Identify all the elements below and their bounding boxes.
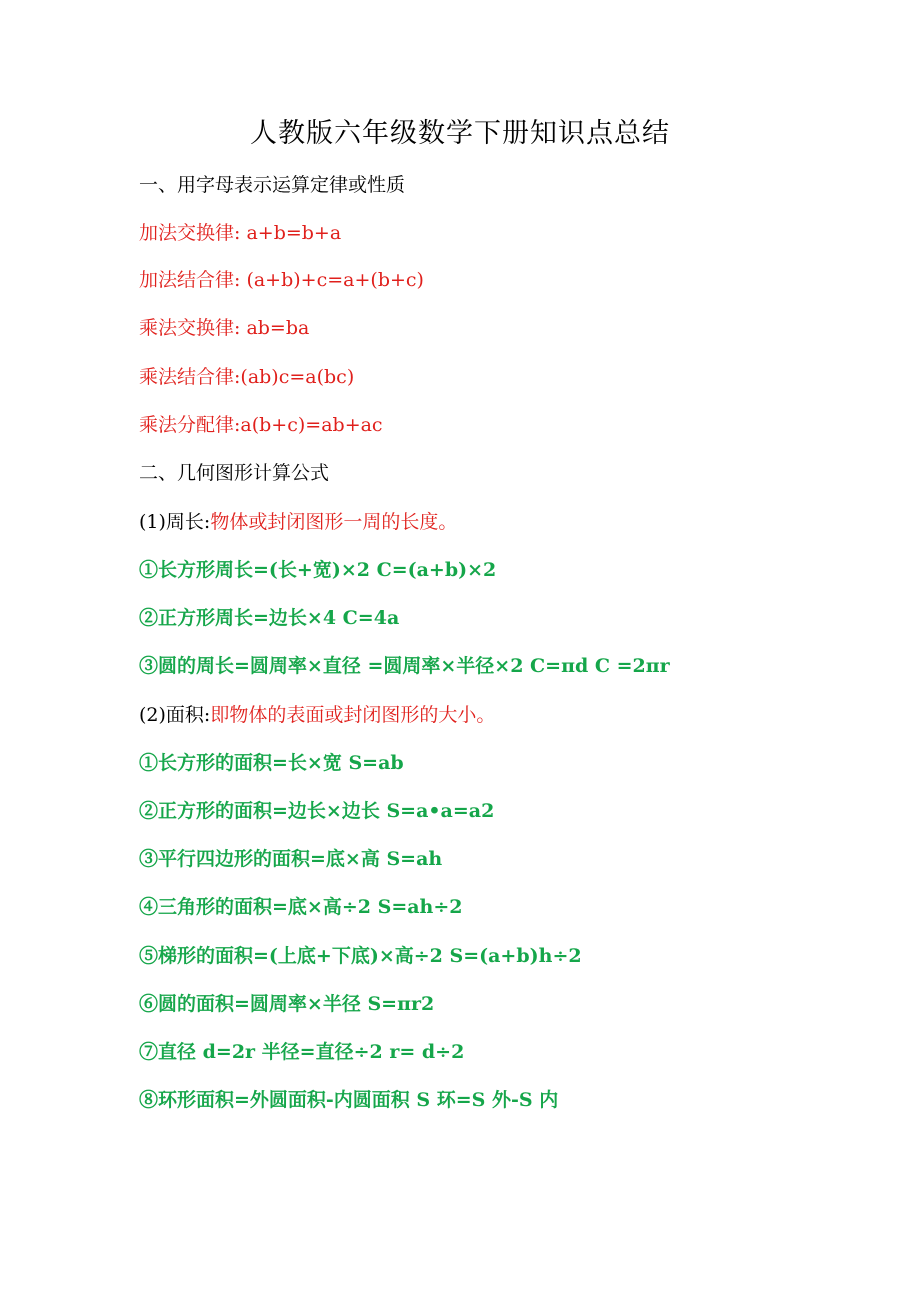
area-definition-line — [139, 700, 495, 730]
law-distributive: 乘法分配律:a(b+c)=ab+ac — [139, 414, 383, 436]
formula-triangle-area: ④三角形的面积=底×高÷2 S=ah÷2 — [139, 896, 463, 918]
formula-square-area: ②正方形的面积=边长×边长 S=a•a=a2 — [139, 800, 495, 822]
law-addition-associative: 加法结合律: (a+b)+c=a+(b+c) — [139, 269, 424, 291]
area-label: (2)面积: — [139, 704, 211, 726]
page-title: 人教版六年级数学下册知识点总结 — [250, 118, 670, 149]
section-heading-2: 二、几何图形计算公式 — [139, 462, 330, 484]
formula-trapezoid-area: ⑤梯形的面积=(上底+下底)×高÷2 S=(a+b)h÷2 — [139, 945, 582, 967]
formula-rectangle-area: ①长方形的面积=长×宽 S=ab — [139, 752, 404, 774]
section-heading-1: 一、用字母表示运算定律或性质 — [139, 174, 406, 196]
perimeter-definition: 物体或封闭图形一周的长度。 — [210, 511, 458, 533]
area-definition: 即物体的表面或封闭图形的大小。 — [210, 704, 496, 726]
formula-circle-area: ⑥圆的面积=圆周率×半径 S=πr2 — [139, 993, 435, 1015]
law-multiplication-commutative: 乘法交换律: ab=ba — [139, 317, 310, 339]
formula-rectangle-perimeter: ①长方形周长=(长+宽)×2 C=(a+b)×2 — [139, 559, 497, 581]
law-addition-commutative: 加法交换律: a+b=b+a — [139, 222, 342, 244]
law-multiplication-associative: 乘法结合律:(ab)c=a(bc) — [139, 366, 355, 388]
formula-diameter-radius: ⑦直径 d=2r 半径=直径÷2 r= d÷2 — [139, 1041, 465, 1063]
formula-circle-circumference: ③圆的周长=圆周率×直径 =圆周率×半径×2 C=πd C =2πr — [139, 655, 670, 677]
perimeter-definition-line — [139, 507, 457, 537]
formula-square-perimeter: ②正方形周长=边长×4 C=4a — [139, 607, 400, 629]
formula-ring-area: ⑧环形面积=外圆面积-内圆面积 S 环=S 外-S 内 — [139, 1089, 559, 1111]
perimeter-label: (1)周长: — [139, 511, 211, 533]
formula-parallelogram-area: ③平行四边形的面积=底×高 S=ah — [139, 848, 443, 870]
